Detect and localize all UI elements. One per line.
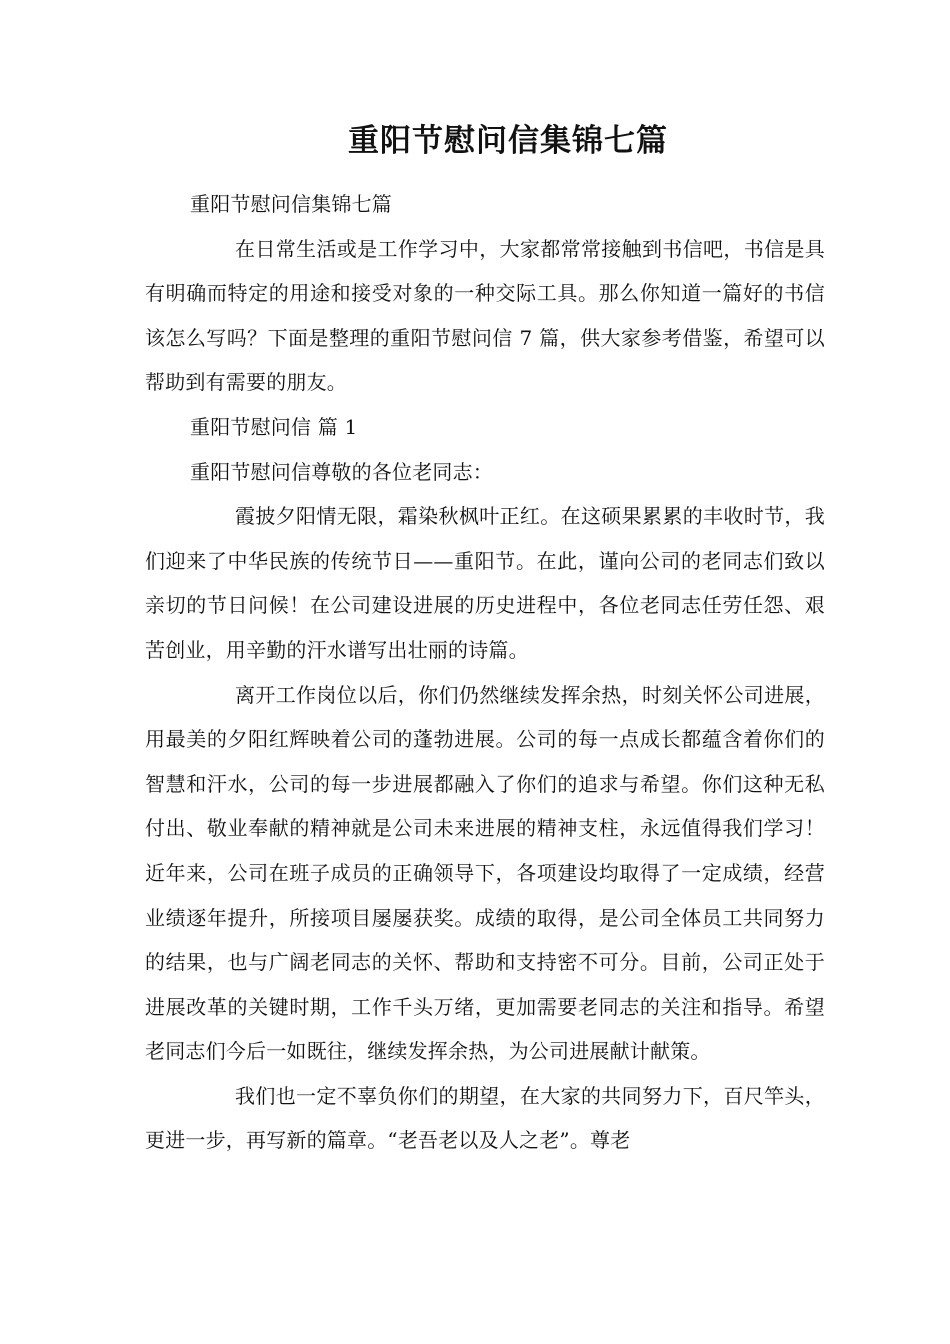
body-paragraph-2: 离开工作岗位以后，你们仍然继续发挥余热，时刻关怀公司进展，用最美的夕阳红辉映着公司的蓬勃进展。公司的每一点成长都蕴含着你们的智慧和汗水，公司的每一步进展都融入了你们的追求与希望。你们这种无私付出、敬业奉献的精神就是公司未来进展的精神支柱，永远值得我们学习！近年来，公司在班子成员的正确领导下，各项建设均取得了一定成绩，经营业绩逐年提升，所接项目屡屡获奖。成绩的取得，是公司全体员工共同努力的结果，也与广阔老同志的关怀、帮助和支持密不可分。目前，公司正处于进展改革的关键时期，工作千头万绪，更加需要老同志的关注和指导。希望老同志们今后一如既往，继续发挥余热，为公司进展献计献策。: [145, 682, 825, 1064]
section-heading: 重阳节慰问信 篇 1: [190, 414, 358, 439]
body-paragraph-1: 霞披夕阳情无限，霜染秋枫叶正红。在这硕果累累的丰收时节，我们迎来了中华民族的传统节日——重阳节。在此，谨向公司的老同志们致以亲切的节日问候！在公司建设进展的历史进程中，各位老同志任劳任怨、艰苦创业，用辛勤的汗水谱写出壮丽的诗篇。: [145, 504, 825, 662]
document-title: 重阳节慰问信集锦七篇: [348, 123, 668, 159]
document-body: [145, 182, 825, 1163]
intro-paragraph: 在日常生活或是工作学习中，大家都常常接触到书信吧，书信是具有明确而特定的用途和接受对象的一种交际工具。那么你知道一篇好的书信该怎么写吗？下面是整理的重阳节慰问信 7 篇，供大家参考借鉴，希望可以帮助到有需要的朋友。: [145, 236, 825, 395]
subtitle-paragraph: 重阳节慰问信集锦七篇: [190, 192, 392, 216]
salutation-paragraph: 重阳节慰问信尊敬的各位老同志：: [190, 459, 493, 484]
body-paragraph-3: 我们也一定不辜负你们的期望，在大家的共同努力下，百尺竿头，更进一步，再写新的篇章。“老吾老以及人之老”。尊老: [145, 1083, 825, 1153]
